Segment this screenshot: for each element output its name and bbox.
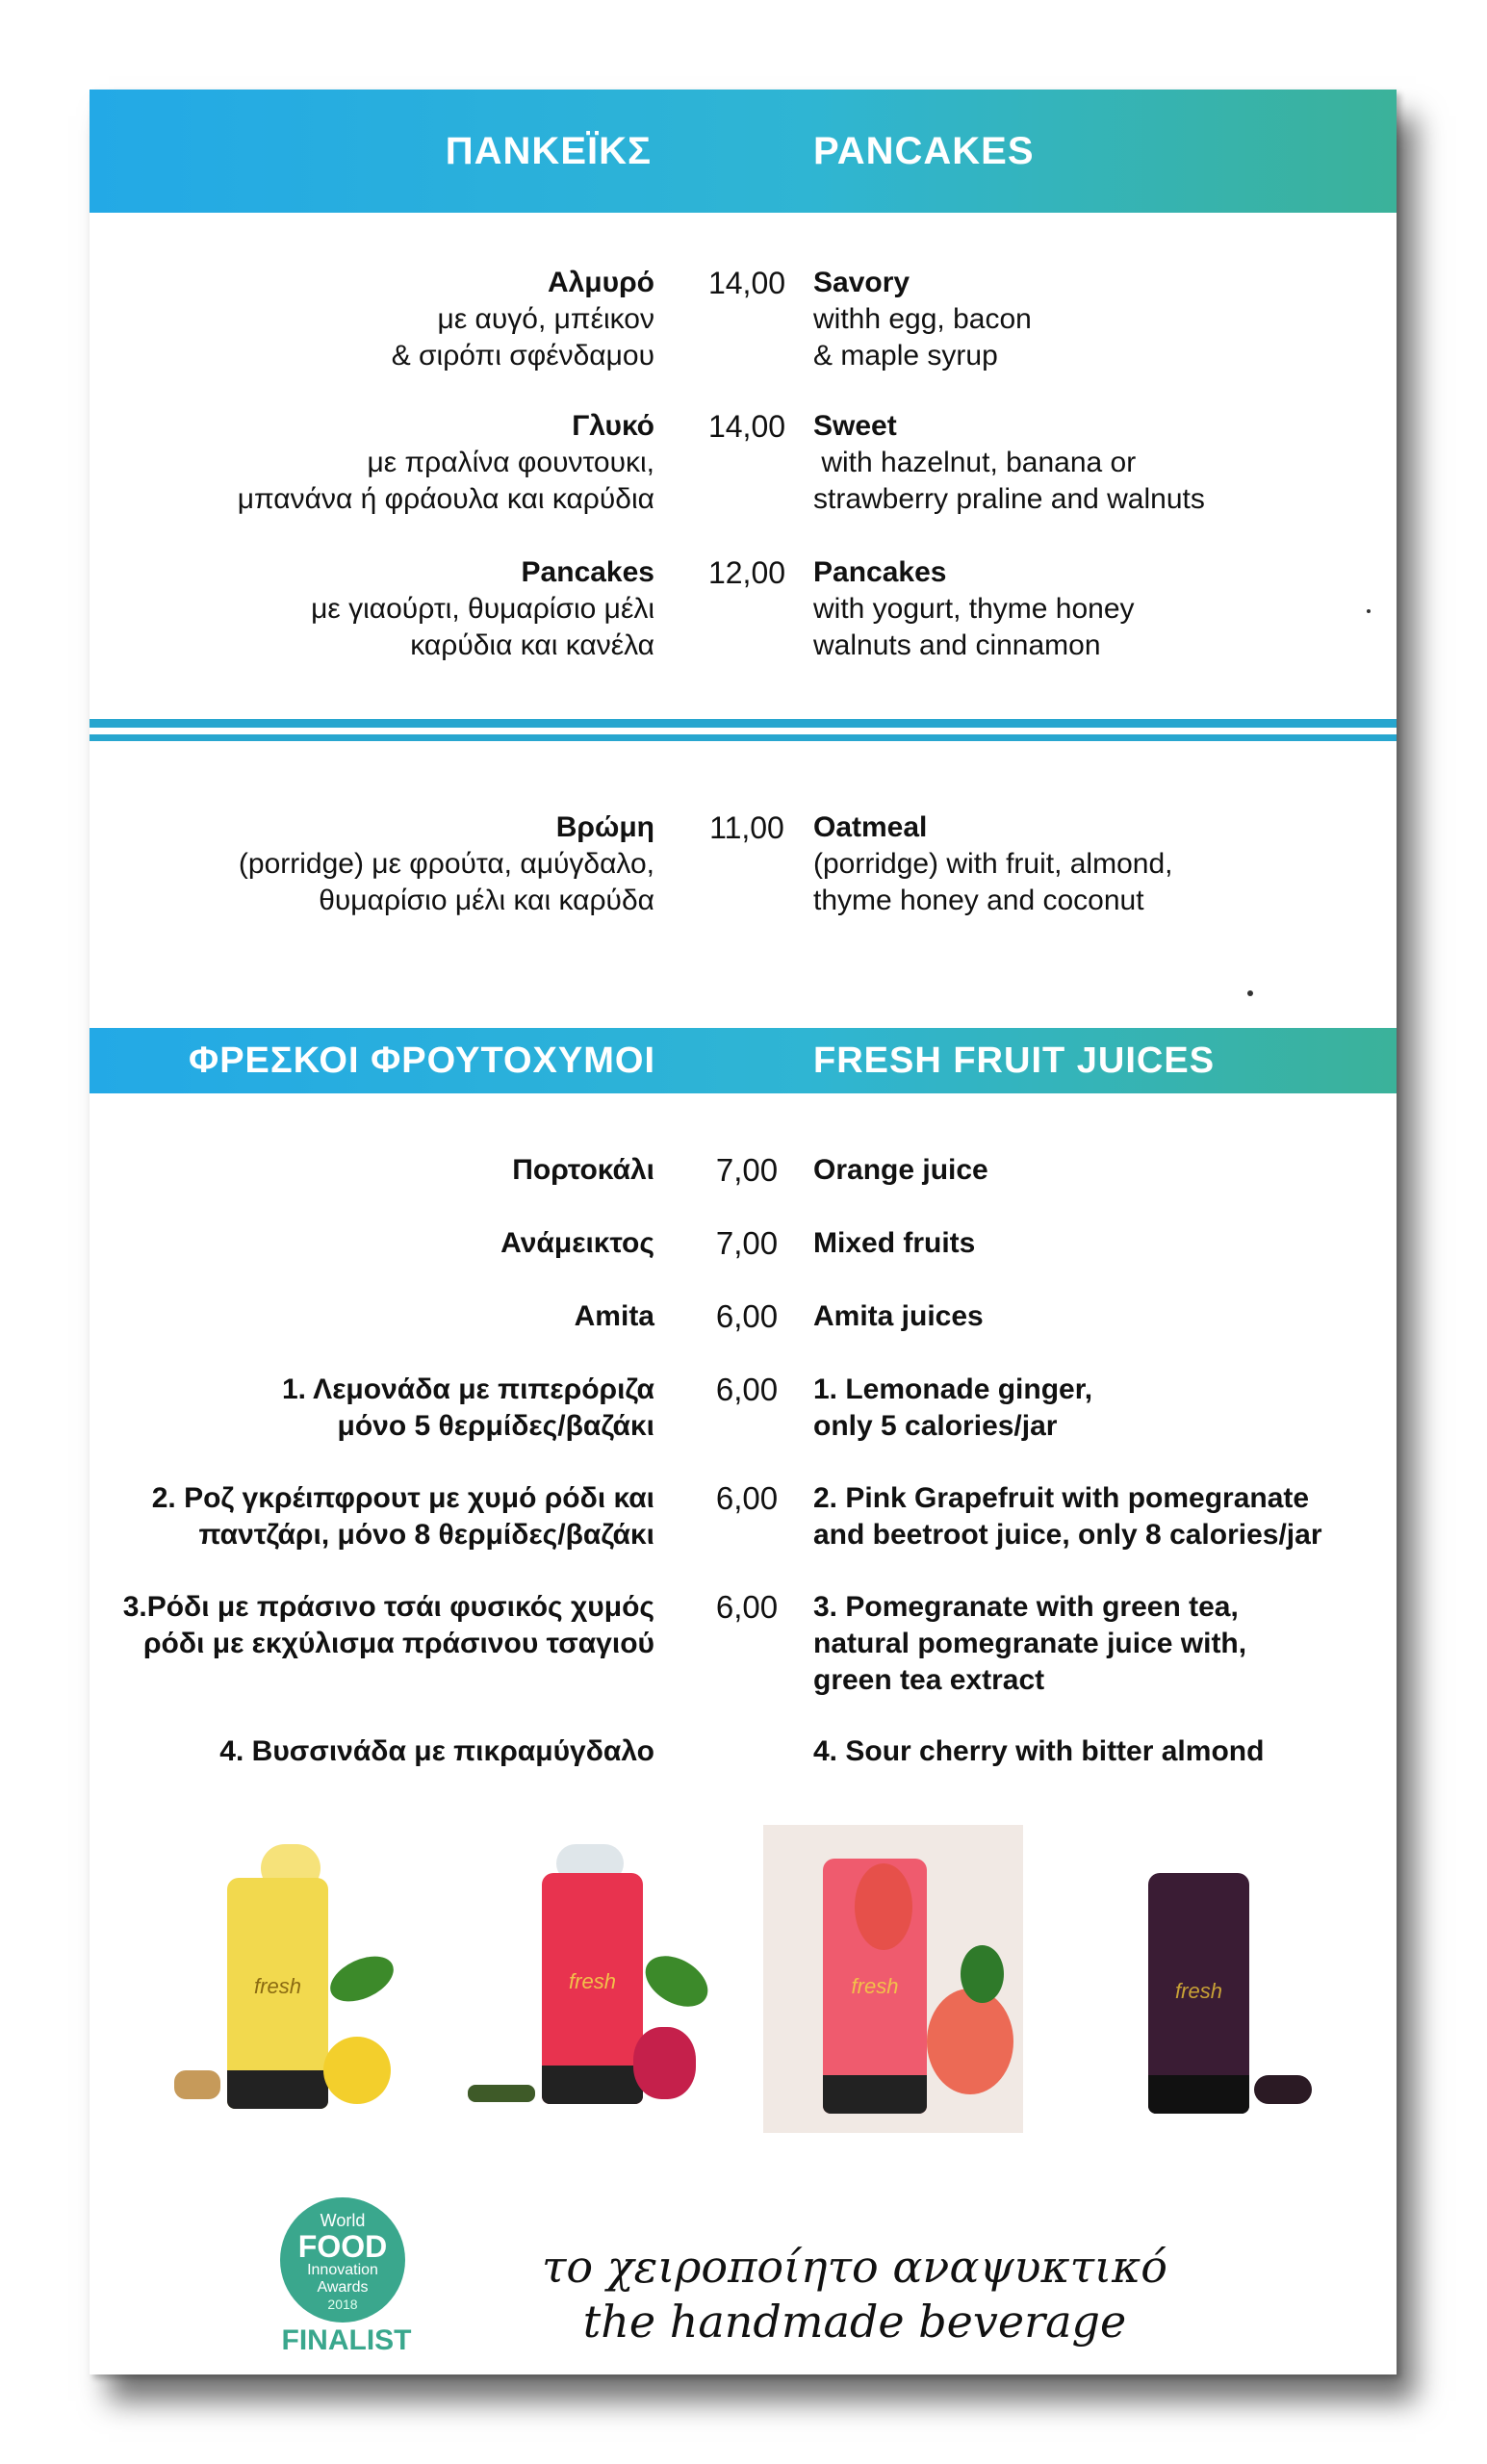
fresh-logo-text: fresh [1175, 1979, 1222, 2003]
sour-cherry-photo [1062, 1844, 1350, 2133]
juice-english-line: only 5 calories/jar [813, 1410, 1058, 1442]
item-greek-line: (porridge) με φρούτα, αμύγδαλο, [238, 848, 654, 880]
leaf-icon [636, 1946, 716, 2017]
jar-icon [227, 1878, 328, 2109]
item-greek-title: Γλυκό [572, 410, 654, 442]
fresh-logo-text: fresh [569, 1969, 616, 1993]
juice-price: 6,00 [715, 1372, 779, 1407]
menu-sheet [90, 90, 1397, 2374]
item-price: 11,00 [709, 810, 784, 845]
item-greek-title: Βρώμη [555, 811, 654, 843]
juices-header-english: FRESH FRUIT JUICES [813, 1040, 1216, 1081]
item-english-title: Savory [813, 267, 910, 298]
beetroot-icon [633, 2027, 696, 2099]
speck [1367, 609, 1371, 613]
fresh-logo-text: fresh [851, 1974, 899, 1998]
divider-stripe [90, 719, 1397, 728]
item-english-line: withh egg, bacon [813, 303, 1032, 335]
lemonade-photo [136, 1844, 424, 2114]
juice-greek-line: μόνο 5 θερμίδες/βαζάκι [337, 1410, 654, 1442]
pancakes-header-greek: ΠΑΝΚΕΪΚΣ [445, 130, 652, 172]
juice-price: 6,00 [715, 1589, 779, 1625]
item-greek-title: Αλμυρό [547, 267, 654, 298]
item-english-title: Sweet [813, 410, 897, 442]
jar-icon [1148, 1873, 1249, 2114]
juice-price: 7,00 [715, 1152, 779, 1188]
badge-line: FOOD [297, 2229, 388, 2264]
juice-english-line: 3. Pomegranate with green tea, [813, 1591, 1239, 1623]
item-price: 14,00 [707, 266, 786, 300]
juice-english-line: green tea extract [813, 1664, 1045, 1696]
juice-greek-line: Πορτοκάλι [512, 1154, 654, 1186]
item-english-line: (porridge) with fruit, almond, [813, 848, 1173, 880]
item-english-line: thyme honey and coconut [813, 885, 1144, 916]
juice-english-line: 4. Sour cherry with bitter almond [813, 1735, 1265, 1767]
ginger-icon [174, 2070, 220, 2099]
juice-english-line: Mixed fruits [813, 1227, 976, 1259]
badge-line: World [320, 2211, 366, 2230]
product-photos [90, 1796, 1397, 2277]
juice-price: 6,00 [715, 1480, 779, 1516]
grapefruit-icon [927, 1989, 1013, 2094]
item-greek-line: καρύδια και κανέλα [410, 629, 654, 661]
item-greek-title: Pancakes [521, 556, 654, 588]
juice-english-line: 2. Pink Grapefruit with pomegranate [813, 1482, 1310, 1514]
juice-greek-line: 2. Ροζ γκρέιπφρουτ με χυμό ρόδι και [151, 1482, 654, 1514]
juices-header [90, 1028, 1397, 1093]
pink-grapefruit-photo [450, 1844, 758, 2114]
item-greek-line: με πραλίνα φουντουκι, [367, 447, 654, 478]
badge-year: 2018 [327, 2297, 358, 2312]
juice-english-line: natural pomegranate juice with, [813, 1628, 1247, 1659]
item-english-line: with hazelnut, banana or [813, 447, 1137, 478]
item-greek-line: θυμαρίσιο μέλι και καρύδα [319, 885, 654, 916]
juice-greek-line: 4. Βυσσινάδα με πικραμύγδαλο [219, 1735, 654, 1767]
item-price: 14,00 [707, 409, 786, 444]
juice-greek-line: 1. Λεμονάδα με πιπερόριζα [281, 1373, 654, 1405]
badge-line: Awards [317, 2279, 369, 2296]
award-badge [280, 2197, 405, 2323]
jar-band [1148, 2075, 1249, 2114]
item-greek-line: με γιαούρτι, θυμαρίσιο μέλι [311, 593, 654, 625]
finalist-label: FINALIST [281, 2324, 412, 2356]
juice-greek-line: Amita [574, 1300, 654, 1332]
grapefruit-slice-icon [855, 1863, 912, 1950]
juice-greek-line: Ανάμεικτος [500, 1227, 654, 1259]
juice-greek-line: ρόδι με εκχύλισμα πράσινου τσαγιού [142, 1628, 654, 1659]
badge-line: Innovation [307, 2262, 378, 2278]
juice-price: 7,00 [715, 1225, 779, 1261]
jar-band [542, 2066, 643, 2104]
juice-english-line: Amita juices [813, 1300, 984, 1332]
item-english-line: & maple syrup [813, 340, 998, 372]
item-english-line: strawberry praline and walnuts [813, 483, 1205, 515]
item-english-line: walnuts and cinnamon [813, 629, 1101, 661]
jar-band [227, 2070, 328, 2109]
item-english-title: Oatmeal [813, 811, 928, 843]
pancakes-header-english: PANCAKES [813, 130, 1035, 172]
juice-price: 6,00 [715, 1298, 779, 1334]
herbs-icon [468, 2085, 535, 2102]
slogan-greek: το χειροποίητο αναψυκτικό [541, 2241, 1168, 2293]
juices-header-greek: ΦΡΕΣΚΟΙ ΦΡΟΥΤΟΧΥΜΟΙ [189, 1040, 655, 1081]
jar-icon [542, 1873, 643, 2104]
item-english-title: Pancakes [813, 556, 947, 588]
juice-greek-line: 3.Ρόδι με πράσινο τσάι φυσικός χυμός [122, 1591, 654, 1623]
item-greek-line: & σιρόπι σφένδαμου [391, 340, 654, 372]
pomegranate-photo [763, 1825, 1023, 2133]
juice-greek-line: παντζάρι, μόνο 8 θερμίδες/βαζάκι [198, 1519, 654, 1551]
leaf-icon [961, 1945, 1004, 2003]
jar-band [823, 2075, 927, 2114]
lemon-icon [323, 2037, 391, 2104]
juice-english-line: 1. Lemonade ginger, [813, 1373, 1093, 1405]
item-greek-line: μπανάνα ή φράουλα και καρύδια [237, 483, 654, 515]
pancakes-header [90, 90, 1397, 213]
item-price: 12,00 [707, 555, 786, 590]
fresh-logo-text: fresh [254, 1974, 301, 1998]
slogan-english: the handmade beverage [582, 2296, 1127, 2348]
leaf-icon [323, 1947, 400, 2011]
juice-english-line: and beetroot juice, only 8 calories/jar [813, 1519, 1322, 1551]
item-english-line: with yogurt, thyme honey [813, 593, 1135, 625]
divider-stripe [90, 734, 1397, 741]
juice-english-line: Orange juice [813, 1154, 988, 1186]
speck [1247, 990, 1253, 996]
cherries-icon [1254, 2075, 1312, 2104]
item-greek-line: με αυγό, μπέικον [437, 303, 654, 335]
